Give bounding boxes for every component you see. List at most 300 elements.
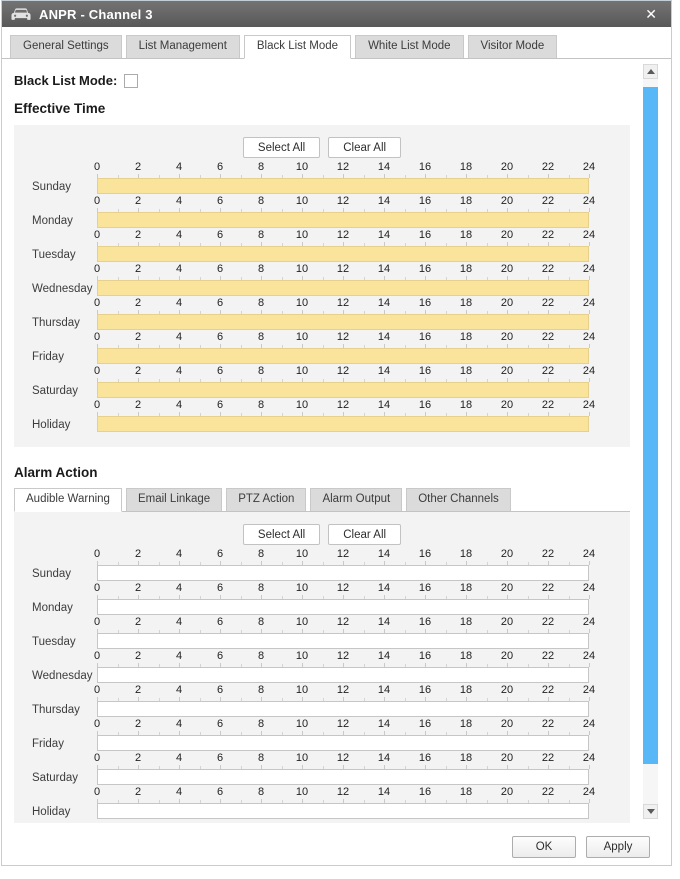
hour-label: 22 (541, 297, 555, 309)
hour-ticks (97, 208, 589, 212)
schedule-row (14, 616, 630, 650)
day-label-friday: Friday (32, 351, 64, 363)
hour-label: 14 (377, 752, 391, 764)
hour-label: 22 (541, 229, 555, 241)
hour-label: 0 (93, 365, 101, 377)
hour-label: 4 (175, 195, 183, 207)
hour-label: 16 (418, 582, 432, 594)
day-label-thursday: Thursday (32, 704, 80, 716)
hour-label: 2 (134, 331, 142, 343)
scrollbar-thumb[interactable] (643, 87, 658, 764)
hour-label: 2 (134, 718, 142, 730)
hour-label: 18 (459, 616, 473, 628)
hour-label: 10 (295, 229, 309, 241)
hour-label: 8 (257, 229, 265, 241)
hour-label: 20 (500, 650, 514, 662)
hour-label: 4 (175, 650, 183, 662)
subtab-audible-warning[interactable]: Audible Warning (14, 488, 122, 512)
hour-ticks (97, 561, 589, 565)
hour-label: 14 (377, 195, 391, 207)
hour-label: 4 (175, 331, 183, 343)
subtab-alarm-output[interactable]: Alarm Output (310, 488, 402, 511)
hour-label: 8 (257, 684, 265, 696)
hour-label: 12 (336, 684, 350, 696)
hour-label: 2 (134, 616, 142, 628)
hour-ruler (93, 786, 596, 819)
title-bar (2, 1, 671, 27)
anpr-dialog (1, 0, 672, 866)
hour-label: 8 (257, 331, 265, 343)
schedule-bar-monday[interactable] (97, 599, 589, 615)
hour-label: 8 (257, 650, 265, 662)
hour-label: 22 (541, 548, 555, 560)
hour-label: 16 (418, 195, 432, 207)
hour-label: 18 (459, 752, 473, 764)
hour-label: 22 (541, 195, 555, 207)
hour-label: 12 (336, 365, 350, 377)
hour-label: 10 (295, 650, 309, 662)
hour-label: 10 (295, 399, 309, 411)
arrow-down-icon (647, 809, 655, 814)
schedule-row (14, 331, 630, 365)
hour-label: 6 (216, 399, 224, 411)
hour-label: 24 (582, 582, 596, 594)
hour-label: 18 (459, 365, 473, 377)
hour-label: 6 (216, 365, 224, 377)
hour-ruler (93, 263, 596, 296)
hour-label: 8 (257, 399, 265, 411)
schedule-bar-thursday[interactable] (97, 701, 589, 717)
hour-label: 2 (134, 548, 142, 560)
schedule-row (14, 161, 630, 195)
hour-label: 4 (175, 365, 183, 377)
hour-label: 6 (216, 297, 224, 309)
hour-label: 8 (257, 195, 265, 207)
effective-select-all-button[interactable]: Select All (243, 137, 320, 158)
schedule-bar-monday[interactable] (97, 212, 589, 228)
hour-label: 8 (257, 548, 265, 560)
hour-label: 4 (175, 548, 183, 560)
hour-ruler (93, 582, 596, 615)
hour-ticks (97, 765, 589, 769)
schedule-bar-holiday[interactable] (97, 803, 589, 819)
hour-label: 18 (459, 582, 473, 594)
schedule-bar-sunday[interactable] (97, 178, 589, 194)
hour-label: 20 (500, 297, 514, 309)
hour-label: 8 (257, 718, 265, 730)
schedule-bar-wednesday[interactable] (97, 280, 589, 296)
hour-label: 6 (216, 263, 224, 275)
hour-label: 0 (93, 399, 101, 411)
hour-label: 16 (418, 399, 432, 411)
tab-general-settings[interactable]: General Settings (10, 35, 122, 58)
day-label-sunday: Sunday (32, 181, 72, 193)
hour-label: 12 (336, 650, 350, 662)
hour-ruler (93, 229, 596, 262)
hour-label: 24 (582, 195, 596, 207)
hour-label: 14 (377, 786, 391, 798)
hour-label: 18 (459, 161, 473, 173)
hour-label: 6 (216, 650, 224, 662)
schedule-bar-holiday[interactable] (97, 416, 589, 432)
schedule-bar-wednesday[interactable] (97, 667, 589, 683)
hour-label: 2 (134, 365, 142, 377)
hour-label: 22 (541, 718, 555, 730)
hour-label: 6 (216, 548, 224, 560)
hour-label: 18 (459, 786, 473, 798)
hour-label: 6 (216, 582, 224, 594)
hour-label: 8 (257, 263, 265, 275)
hour-label: 0 (93, 718, 101, 730)
hour-label: 6 (216, 195, 224, 207)
scrollbar-down-button[interactable] (643, 804, 658, 819)
schedule-row (14, 650, 630, 684)
hour-label: 22 (541, 684, 555, 696)
hour-label: 0 (93, 684, 101, 696)
schedule-bar-tuesday[interactable] (97, 246, 589, 262)
hour-ruler (93, 752, 596, 785)
hour-label: 22 (541, 650, 555, 662)
hour-label: 10 (295, 548, 309, 560)
hour-label: 20 (500, 752, 514, 764)
hour-label: 0 (93, 331, 101, 343)
hour-label: 14 (377, 548, 391, 560)
hour-label: 24 (582, 752, 596, 764)
close-icon[interactable]: ✕ (645, 6, 657, 22)
hour-label: 12 (336, 718, 350, 730)
hour-label: 18 (459, 263, 473, 275)
hour-label: 16 (418, 650, 432, 662)
hour-label: 4 (175, 297, 183, 309)
hour-label: 18 (459, 399, 473, 411)
hour-label: 12 (336, 195, 350, 207)
day-label-tuesday: Tuesday (32, 636, 76, 648)
footer (2, 823, 671, 867)
hour-ruler (93, 684, 596, 717)
hour-ruler (93, 616, 596, 649)
hour-label: 12 (336, 582, 350, 594)
hour-label: 12 (336, 786, 350, 798)
black-list-mode-checkbox[interactable] (124, 74, 138, 88)
hour-label: 2 (134, 650, 142, 662)
hour-label: 12 (336, 263, 350, 275)
hour-label: 2 (134, 161, 142, 173)
hour-label: 24 (582, 297, 596, 309)
hour-label: 10 (295, 297, 309, 309)
hour-ticks (97, 799, 589, 803)
subtab-email-linkage[interactable]: Email Linkage (126, 488, 222, 511)
hour-label: 14 (377, 365, 391, 377)
hour-label: 20 (500, 718, 514, 730)
hour-label: 8 (257, 616, 265, 628)
hour-ticks (97, 629, 589, 633)
hour-label: 6 (216, 684, 224, 696)
alarm-action-title: Alarm Action (14, 465, 98, 480)
schedule-row (14, 263, 630, 297)
hour-label: 4 (175, 718, 183, 730)
schedule-row (14, 195, 630, 229)
hour-ruler (93, 161, 596, 194)
hour-label: 20 (500, 786, 514, 798)
hour-ticks (97, 378, 589, 382)
hour-label: 16 (418, 331, 432, 343)
day-label-wednesday: Wednesday (32, 670, 93, 682)
hour-label: 10 (295, 684, 309, 696)
schedule-row (14, 718, 630, 752)
hour-label: 20 (500, 195, 514, 207)
content-area (2, 59, 671, 823)
hour-label: 20 (500, 161, 514, 173)
hour-label: 22 (541, 161, 555, 173)
day-label-holiday: Holiday (32, 419, 71, 431)
main-tab-bar (2, 27, 671, 59)
hour-label: 22 (541, 263, 555, 275)
hour-label: 16 (418, 684, 432, 696)
hour-label: 16 (418, 718, 432, 730)
hour-label: 4 (175, 616, 183, 628)
hour-label: 10 (295, 718, 309, 730)
hour-label: 8 (257, 786, 265, 798)
ok-button[interactable]: OK (512, 836, 576, 858)
hour-label: 24 (582, 718, 596, 730)
hour-label: 24 (582, 786, 596, 798)
day-label-friday: Friday (32, 738, 64, 750)
day-label-holiday: Holiday (32, 806, 71, 818)
hour-label: 24 (582, 616, 596, 628)
hour-label: 2 (134, 263, 142, 275)
hour-label: 0 (93, 650, 101, 662)
hour-ruler (93, 718, 596, 751)
hour-label: 10 (295, 786, 309, 798)
effective-time-title: Effective Time (14, 101, 106, 116)
hour-label: 2 (134, 752, 142, 764)
hour-ticks (97, 242, 589, 246)
arrow-up-icon (647, 69, 655, 74)
schedule-bar-thursday[interactable] (97, 314, 589, 330)
hour-ruler (93, 650, 596, 683)
hour-label: 22 (541, 365, 555, 377)
hour-label: 14 (377, 684, 391, 696)
alarm-clear-all-button[interactable]: Clear All (328, 524, 401, 545)
hour-label: 0 (93, 786, 101, 798)
hour-label: 16 (418, 548, 432, 560)
subtab-other-channels[interactable]: Other Channels (406, 488, 511, 511)
alarm-action-panel (14, 512, 630, 823)
hour-label: 8 (257, 297, 265, 309)
window-title: ANPR - Channel 3 (39, 6, 153, 22)
black-list-mode-label: Black List Mode: (14, 73, 118, 88)
schedule-bar-saturday[interactable] (97, 769, 589, 785)
hour-label: 4 (175, 229, 183, 241)
hour-label: 16 (418, 229, 432, 241)
hour-label: 20 (500, 616, 514, 628)
hour-label: 4 (175, 399, 183, 411)
hour-label: 24 (582, 161, 596, 173)
hour-label: 0 (93, 752, 101, 764)
day-label-sunday: Sunday (32, 568, 72, 580)
hour-label: 0 (93, 195, 101, 207)
hour-ticks (97, 412, 589, 416)
hour-label: 20 (500, 684, 514, 696)
hour-label: 12 (336, 331, 350, 343)
schedule-bar-sunday[interactable] (97, 565, 589, 581)
hour-label: 24 (582, 548, 596, 560)
hour-label: 14 (377, 263, 391, 275)
hour-label: 18 (459, 548, 473, 560)
hour-label: 2 (134, 229, 142, 241)
hour-label: 22 (541, 786, 555, 798)
hour-ticks (97, 310, 589, 314)
schedule-bar-friday[interactable] (97, 735, 589, 751)
hour-label: 14 (377, 229, 391, 241)
hour-label: 14 (377, 582, 391, 594)
hour-ruler (93, 297, 596, 330)
hour-label: 12 (336, 616, 350, 628)
schedule-row (14, 548, 630, 582)
hour-label: 18 (459, 650, 473, 662)
day-label-monday: Monday (32, 602, 73, 614)
hour-label: 24 (582, 331, 596, 343)
effective-clear-all-button[interactable]: Clear All (328, 137, 401, 158)
hour-label: 4 (175, 263, 183, 275)
hour-label: 14 (377, 616, 391, 628)
hour-label: 6 (216, 161, 224, 173)
hour-ticks (97, 697, 589, 701)
hour-label: 8 (257, 161, 265, 173)
hour-label: 24 (582, 650, 596, 662)
schedule-bar-friday[interactable] (97, 348, 589, 364)
apply-button[interactable]: Apply (586, 836, 650, 858)
hour-ticks (97, 276, 589, 280)
hour-label: 14 (377, 331, 391, 343)
hour-label: 10 (295, 365, 309, 377)
hour-ticks (97, 731, 589, 735)
schedule-row (14, 365, 630, 399)
hour-label: 10 (295, 263, 309, 275)
hour-label: 0 (93, 582, 101, 594)
hour-label: 12 (336, 297, 350, 309)
hour-ruler (93, 399, 596, 432)
subtab-ptz-action[interactable]: PTZ Action (226, 488, 306, 511)
hour-label: 6 (216, 718, 224, 730)
hour-ruler (93, 331, 596, 364)
hour-label: 10 (295, 195, 309, 207)
hour-label: 18 (459, 331, 473, 343)
tab-list-management[interactable]: List Management (126, 35, 240, 58)
hour-label: 10 (295, 161, 309, 173)
hour-label: 24 (582, 229, 596, 241)
schedule-row (14, 399, 630, 433)
hour-label: 4 (175, 582, 183, 594)
hour-label: 12 (336, 229, 350, 241)
hour-label: 0 (93, 263, 101, 275)
hour-label: 22 (541, 752, 555, 764)
hour-label: 22 (541, 582, 555, 594)
tab-black-list-mode[interactable]: Black List Mode (244, 35, 351, 59)
hour-label: 20 (500, 331, 514, 343)
hour-ruler (93, 365, 596, 398)
hour-label: 18 (459, 229, 473, 241)
day-label-saturday: Saturday (32, 772, 79, 784)
hour-label: 6 (216, 752, 224, 764)
effective-time-panel (14, 125, 630, 447)
hour-label: 8 (257, 752, 265, 764)
hour-label: 18 (459, 195, 473, 207)
hour-label: 10 (295, 616, 309, 628)
hour-label: 2 (134, 297, 142, 309)
hour-label: 16 (418, 161, 432, 173)
hour-label: 4 (175, 752, 183, 764)
schedule-bar-tuesday[interactable] (97, 633, 589, 649)
hour-label: 4 (175, 786, 183, 798)
schedule-row (14, 684, 630, 718)
schedule-row (14, 752, 630, 786)
hour-ruler (93, 195, 596, 228)
hour-label: 2 (134, 786, 142, 798)
hour-label: 8 (257, 365, 265, 377)
hour-label: 6 (216, 229, 224, 241)
hour-label: 0 (93, 616, 101, 628)
schedule-row (14, 297, 630, 331)
hour-label: 14 (377, 650, 391, 662)
tab-white-list-mode[interactable]: White List Mode (355, 35, 463, 58)
hour-label: 4 (175, 684, 183, 696)
hour-label: 16 (418, 365, 432, 377)
hour-label: 2 (134, 684, 142, 696)
scrollbar-up-button[interactable] (643, 64, 658, 79)
hour-label: 20 (500, 229, 514, 241)
hour-label: 20 (500, 399, 514, 411)
hour-label: 20 (500, 263, 514, 275)
hour-label: 2 (134, 399, 142, 411)
hour-label: 6 (216, 616, 224, 628)
vertical-scrollbar (643, 64, 658, 819)
schedule-row (14, 229, 630, 263)
hour-label: 20 (500, 582, 514, 594)
hour-label: 2 (134, 582, 142, 594)
hour-label: 24 (582, 399, 596, 411)
alarm-select-all-button[interactable]: Select All (243, 524, 320, 545)
hour-label: 2 (134, 195, 142, 207)
hour-label: 20 (500, 365, 514, 377)
hour-label: 24 (582, 263, 596, 275)
hour-label: 10 (295, 752, 309, 764)
schedule-bar-saturday[interactable] (97, 382, 589, 398)
schedule-row (14, 786, 630, 820)
hour-label: 20 (500, 548, 514, 560)
hour-label: 0 (93, 548, 101, 560)
hour-label: 16 (418, 297, 432, 309)
hour-label: 24 (582, 684, 596, 696)
hour-label: 16 (418, 263, 432, 275)
hour-label: 8 (257, 582, 265, 594)
hour-label: 18 (459, 297, 473, 309)
hour-label: 14 (377, 399, 391, 411)
hour-label: 18 (459, 718, 473, 730)
hour-label: 6 (216, 331, 224, 343)
hour-label: 12 (336, 161, 350, 173)
hour-label: 16 (418, 752, 432, 764)
day-label-monday: Monday (32, 215, 73, 227)
hour-label: 22 (541, 331, 555, 343)
tab-visitor-mode[interactable]: Visitor Mode (468, 35, 558, 58)
hour-label: 18 (459, 684, 473, 696)
car-icon (10, 7, 32, 22)
hour-ruler (93, 548, 596, 581)
hour-label: 10 (295, 582, 309, 594)
hour-label: 12 (336, 399, 350, 411)
hour-label: 14 (377, 161, 391, 173)
